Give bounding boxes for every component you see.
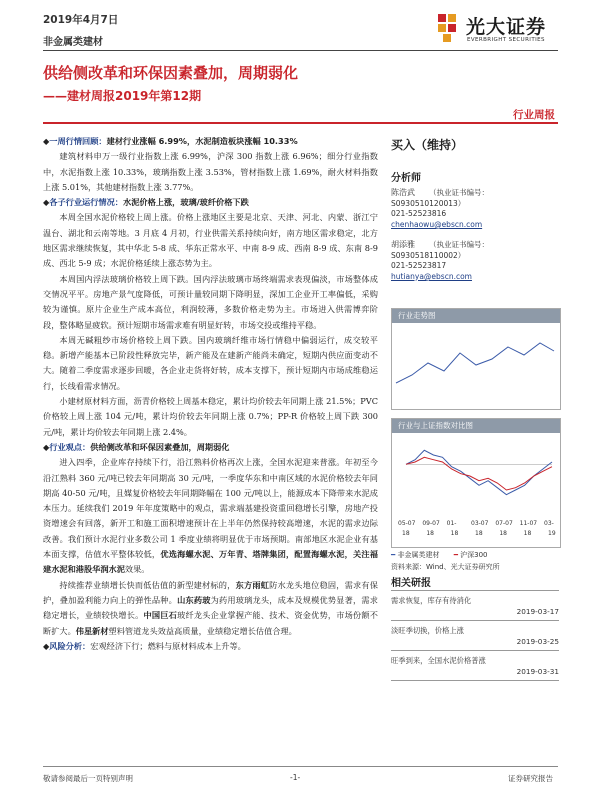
comparison-chart-svg (392, 433, 558, 545)
chart-title: 行业与上证指数对比图 (392, 419, 560, 433)
x-tick-label: 03-07 (471, 520, 489, 527)
divider (391, 620, 559, 621)
analyst-email-link[interactable]: chenhaowu@ebscn.com (391, 219, 483, 229)
paragraph: 本周无碱粗纱市场价格较上周下跌。国内玻璃纤维市场行情稳中偏弱运行，成交较平稳。新增产能基本已阶段性释放完毕，新产能及在建新产能尚未确定，短期内供应面变动不大。随着二季度需求逐步回暖，各企业走货将好转，成本支撑下，预计短期内市场成维稳运行，长线看需求情况。 (43, 334, 378, 391)
trend-line (396, 343, 554, 383)
industry-trend-chart (391, 308, 561, 410)
x-tick-label: 01- (446, 520, 457, 527)
x-tick-label: 11-07 (519, 520, 538, 527)
x-tick-label: 09-07 (422, 520, 440, 527)
chart-title: 行业走势图 (392, 309, 560, 323)
analyst-heading: 分析师 (391, 173, 421, 184)
report-body (43, 132, 378, 654)
legend-swatch-icon: ━ (453, 551, 458, 559)
x-tick-label: 18 (426, 530, 434, 537)
sector-label: 非金属类建材 (43, 37, 103, 48)
brand-logo (436, 10, 558, 50)
footer-label: 证券研究报告 (508, 774, 553, 783)
related-report[interactable]: 旺季到来，全国水泥价格普涨 2019-03-31 (391, 656, 559, 676)
chart-source: 资料来源：Wind、光大证券研究所 (391, 563, 500, 571)
paragraph: 进入四季，企业库存持续下行，沿江熟料价格再次上涨，全国水泥迎来普涨。年初至今沿江熟料 360 元/吨已较去年同期高 30 元/吨，一季度华东和中南区域的水泥价格较去年同期高 40-50 元/吨，且媒复价格较去年同期降幅在 100 元/吨以上，能源成本下降带来水泥成本压力。延续我们 2019 年年度策略中的观点，需求端基建投资重回稳增长引擎，房地产投资增速会有回落，新开工和施工面积增速预计在上半年仍然保持较高增速，水泥的需求边际改善。我们预计水泥行业多数公司 1 季度业绩将明显优于市场预期。南部地区水泥企业有基本面支撑，估值水平整体较低，优选海螺水泥、万年青、塔牌集团，配置海螺水泥，关注福建水泥和港股华润水泥效果。 (43, 457, 378, 575)
divider (391, 590, 559, 591)
x-tick-label: 18 (450, 530, 459, 537)
header-divider (43, 50, 558, 51)
paragraph: 小建材原材料方面，沥青价格较上周基本稳定，累计均价较去年同期上涨 21.5%；PVC 价格较上周上涨 104 元/吨，累计均价较去年同期上涨 0.7%；PP-R 价格较上周下跌 300 元/吨，累计均价较去年同期上涨 2.4%。 (43, 396, 378, 437)
analyst-card: 胡添雅 （执业证书编号：S0930518110002） 021-52523817 hutianya@ebscn.com (391, 240, 489, 281)
footer-divider (43, 766, 558, 767)
everbright-logo-icon (436, 12, 464, 46)
x-tick-label: 05-07 (398, 520, 416, 527)
legend-swatch-icon: ━ (391, 551, 396, 559)
legend-label: 非金属类建材 (397, 551, 440, 559)
related-report[interactable]: 需求恢复，库存有待消化 2019-03-17 (391, 596, 559, 616)
report-subtitle: ——建材周报2019年第12期 (43, 89, 202, 103)
bullet-weekly-review: ◆一周行情回顾：建材行业涨幅 6.99%，水泥制造板块涨幅 10.33% (43, 136, 298, 146)
title-divider (43, 122, 558, 124)
footer-disclaimer: 敬请参阅最后一页特别声明 (43, 774, 133, 783)
comparison-chart (391, 418, 561, 548)
analyst-email-link[interactable]: hutianya@ebscn.com (391, 271, 472, 281)
related-report[interactable]: 淡旺季切换，价格上涨 2019-03-25 (391, 626, 559, 646)
legend-row (391, 550, 559, 560)
x-tick-label: 03- (544, 520, 554, 527)
x-tick-label: 18 (523, 530, 532, 537)
report-type-tag: 行业周报 (513, 109, 555, 121)
x-tick-label: 18 (402, 530, 410, 537)
paragraph: 持续推荐业绩增长快而低估值的新型建材标的，东方雨虹防水龙头地位稳固，需求有保护，叠加盈利能力向上的弹性品种。山东药玻为药用玻璃龙头，成本及规模优势显著，需求稳定增长，业绩较快增长。中国巨石玻纤龙头企业掌握产能、技术、资金优势，市场份额不断扩大。伟星新材塑料管道龙头效益高质量，业绩稳定增长估值合理。 (43, 579, 378, 636)
divider (391, 650, 559, 651)
logo-english: EVERBRIGHT SECURITIES (467, 37, 545, 43)
related-heading: 相关研报 (391, 578, 431, 589)
paragraph: 建筑材料申万一级行业指数上涨 6.99%，沪深 300 指数上涨 6.96%；细分行业指数中，水泥指数上涨 10.33%，玻璃指数上涨 3.53%，管材指数上涨 1.69%，耐火材料指数上涨 5.01%，其他建材指数上涨 3.77%。 (43, 151, 378, 192)
logo-chinese: 光大证券 (466, 16, 547, 38)
x-tick-label: 18 (499, 530, 507, 537)
series-line (406, 450, 552, 494)
analyst-card: 陈浩武 （执业证书编号：S0930510120013） 021-52523816 chenhaowu@ebscn.com (391, 188, 489, 229)
x-tick-label: 07-07 (495, 520, 513, 527)
x-tick-label: 19 (548, 530, 556, 537)
bullet-industry-view: ◆行业观点：供给侧改革和环保因素叠加，周期弱化 (43, 441, 230, 452)
rating: 买入（维持） (391, 138, 464, 152)
x-tick-label: 18 (475, 530, 483, 537)
page-number: -1- (290, 773, 301, 782)
report-date: 2019年4月7日 (43, 14, 119, 26)
bullet-risk: ◆风险分析：宏观经济下行；燃料与原材料成本上升等。 (43, 640, 246, 651)
report-title: 供给侧改革和环保因素叠加，周期弱化 (43, 64, 299, 82)
bullet-subsectors: ◆各子行业运行情况：水泥价格上涨，玻璃/玻纤价格下跌 (43, 197, 249, 208)
paragraph: 本周全国水泥价格较上周上涨。价格上涨地区主要是北京、天津、河北、内蒙、浙江宁温台、湖北和云南等地。3 月底 4 月初，行业供需关系持续向好，南方地区需求稳定，北方地区需求继续恢复，其中华北 5-8 成、华东正常水平、中南 8-9 成、西南 8-9 成、东南 8-9 成、西北 5-9 成；水泥价格延续上涨态势为主。 (43, 212, 378, 269)
legend-label: 沪深300 (460, 551, 488, 559)
divider (391, 680, 559, 681)
trend-chart-svg (392, 323, 558, 407)
paragraph: 本周国内浮法玻璃价格较上周下跌。国内浮法玻璃市场终端需求表现偏淡，市场整体成交情况平平。房地产景气度降低，可预计量较同期下降明显，深加工企业开工率偏低，采购较为谨慎。原片企业生产成本高位，利润较薄，多数价格走势为主。市场进入供需博弈阶段，整体略显疲软。预计短期市场需求难有明显好转，市场交投或维持平稳。 (43, 273, 378, 330)
